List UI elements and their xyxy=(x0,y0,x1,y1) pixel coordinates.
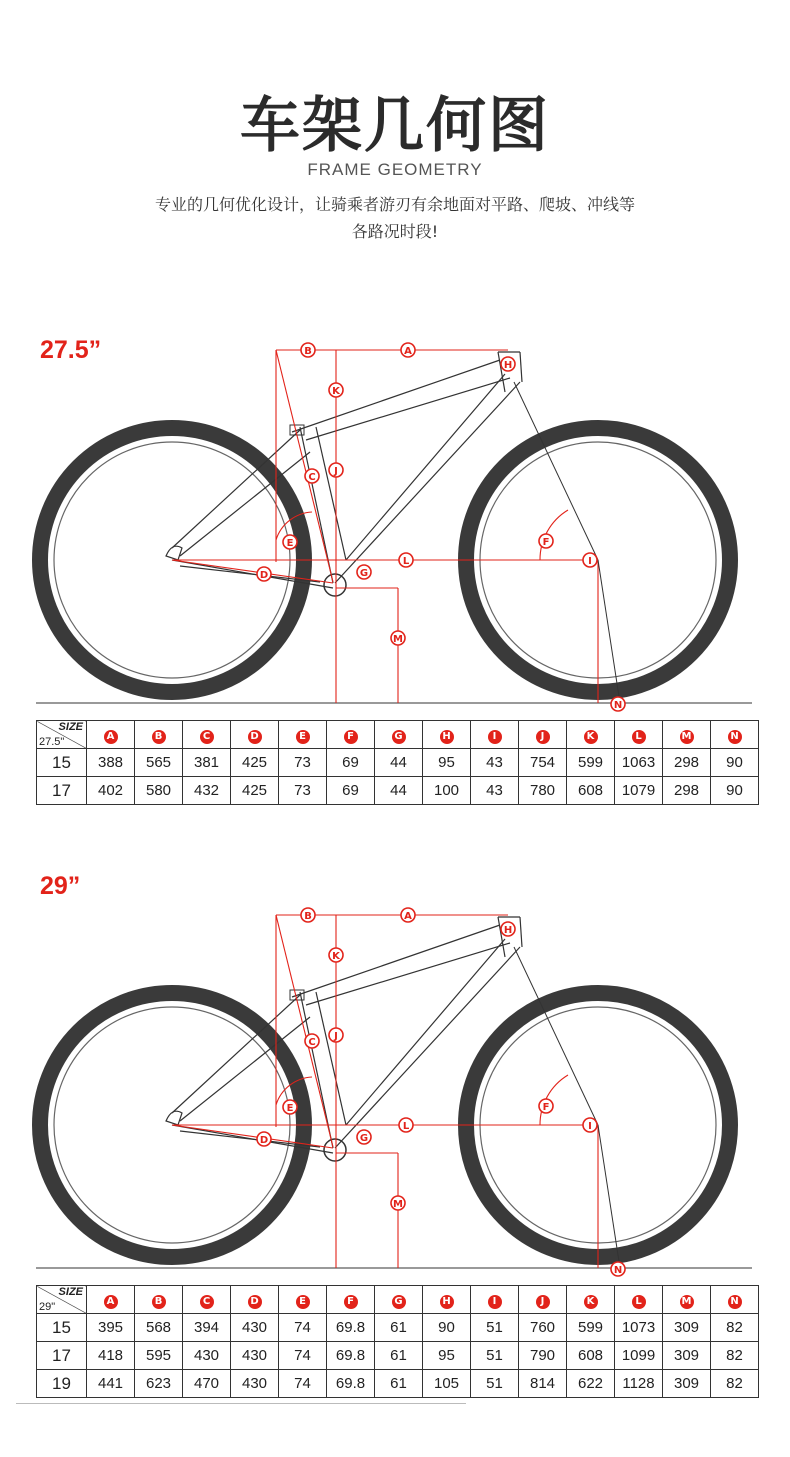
column-header-c xyxy=(183,721,231,749)
wheel-size-label-27-5: 27.5” xyxy=(40,336,102,364)
frame-tube xyxy=(316,992,346,1125)
value-cell-l: 1128 xyxy=(615,1370,663,1398)
marker-letter: N xyxy=(613,1265,623,1276)
value-cell-i: 43 xyxy=(471,749,519,777)
value-cell-d: 425 xyxy=(231,777,279,805)
marker-letter: F xyxy=(542,537,550,548)
column-header-a xyxy=(87,721,135,749)
dimension-marker-l xyxy=(399,553,413,567)
trail-line xyxy=(598,1125,620,1268)
dimension-marker-f xyxy=(539,534,553,548)
marker-letter: K xyxy=(332,386,340,397)
column-header-a xyxy=(87,1286,135,1314)
page-description xyxy=(100,191,690,245)
column-header-k xyxy=(567,721,615,749)
value-cell-b: 595 xyxy=(135,1342,183,1370)
dimension-badge: A xyxy=(104,730,118,744)
value-cell-l: 1099 xyxy=(615,1342,663,1370)
corner-size-label: SIZE xyxy=(58,721,83,733)
dimension-marker-i xyxy=(583,553,597,567)
value-cell-c: 394 xyxy=(183,1314,231,1342)
value-cell-l: 1079 xyxy=(615,777,663,805)
bottom-bracket xyxy=(324,574,346,596)
frame-geometry-diagram-29 xyxy=(0,895,790,1285)
value-cell-g: 44 xyxy=(375,777,423,805)
value-cell-j: 780 xyxy=(519,777,567,805)
dimension-badge: N xyxy=(728,1295,742,1309)
table-row xyxy=(37,1342,759,1370)
page-title: 车架几何图 xyxy=(240,91,550,161)
dimension-badge: F xyxy=(344,1295,358,1309)
table-row xyxy=(37,749,759,777)
dimension-marker-k xyxy=(329,948,343,962)
value-cell-d: 425 xyxy=(231,749,279,777)
geometry-table-27-5 xyxy=(36,720,759,805)
marker-letter: M xyxy=(393,1199,403,1210)
value-cell-a: 388 xyxy=(87,749,135,777)
value-cell-a: 418 xyxy=(87,1342,135,1370)
value-cell-f: 69 xyxy=(327,749,375,777)
marker-letter: B xyxy=(304,346,312,357)
value-cell-k: 599 xyxy=(567,749,615,777)
column-header-i xyxy=(471,1286,519,1314)
size-corner-cell xyxy=(37,721,87,749)
value-cell-e: 74 xyxy=(279,1342,327,1370)
column-header-g xyxy=(375,1286,423,1314)
column-header-i xyxy=(471,721,519,749)
dimension-marker-d xyxy=(257,1132,271,1146)
value-cell-f: 69 xyxy=(327,777,375,805)
dimension-badge: L xyxy=(632,730,646,744)
value-cell-a: 395 xyxy=(87,1314,135,1342)
table-row xyxy=(37,1314,759,1342)
marker-letter: K xyxy=(332,951,340,962)
dimension-badge: G xyxy=(392,1295,406,1309)
dimension-marker-a xyxy=(401,343,415,357)
frame-tube xyxy=(346,374,505,560)
marker-letter: D xyxy=(259,1135,269,1146)
dimension-marker-b xyxy=(301,908,315,922)
page-subtitle: FRAME GEOMETRY xyxy=(307,160,483,179)
value-cell-j: 814 xyxy=(519,1370,567,1398)
dimension-badge: C xyxy=(200,1295,214,1309)
description-line-2: 各路况时段! xyxy=(351,222,439,241)
value-cell-b: 623 xyxy=(135,1370,183,1398)
table-row xyxy=(37,1370,759,1398)
table-row xyxy=(37,777,759,805)
marker-letter: A xyxy=(404,346,412,357)
dimension-marker-n xyxy=(611,1262,625,1276)
value-cell-b: 580 xyxy=(135,777,183,805)
value-cell-h: 100 xyxy=(423,777,471,805)
column-header-n xyxy=(711,721,759,749)
dimension-badge: K xyxy=(584,1295,598,1309)
dimension-marker-c xyxy=(305,469,319,483)
dimension-marker-j xyxy=(329,1028,343,1042)
dimension-marker-a xyxy=(401,908,415,922)
column-header-l xyxy=(615,721,663,749)
marker-letter: C xyxy=(308,472,316,483)
value-cell-k: 622 xyxy=(567,1370,615,1398)
dimension-marker-m xyxy=(391,1196,405,1210)
value-cell-e: 73 xyxy=(279,777,327,805)
dimension-marker-e xyxy=(283,1100,297,1114)
marker-letter: G xyxy=(359,568,369,579)
dimension-marker-d xyxy=(257,567,271,581)
marker-letter: F xyxy=(542,1102,550,1113)
dimension-badge: K xyxy=(584,730,598,744)
dimension-badge: J xyxy=(536,730,550,744)
bottom-divider xyxy=(16,1403,466,1404)
value-cell-g: 44 xyxy=(375,749,423,777)
fork-line xyxy=(514,947,598,1125)
marker-letter: J xyxy=(334,1031,338,1042)
rear-dropout xyxy=(166,546,182,560)
dimension-badge: I xyxy=(488,1295,502,1309)
dimension-badge: I xyxy=(488,730,502,744)
bottom-bracket xyxy=(324,1139,346,1161)
value-cell-c: 430 xyxy=(183,1342,231,1370)
marker-letter: A xyxy=(404,911,412,922)
value-cell-a: 402 xyxy=(87,777,135,805)
value-cell-m: 309 xyxy=(663,1370,711,1398)
value-cell-n: 90 xyxy=(711,749,759,777)
dimension-badge: N xyxy=(728,730,742,744)
marker-letter: I xyxy=(588,1121,592,1132)
value-cell-h: 90 xyxy=(423,1314,471,1342)
dimension-marker-b xyxy=(301,343,315,357)
description-line-1: 专业的几何优化设计，让骑乘者游刃有余地面对平路、爬坡、冲线等 xyxy=(154,195,635,214)
value-cell-e: 74 xyxy=(279,1370,327,1398)
value-cell-g: 61 xyxy=(375,1314,423,1342)
dimension-badge: D xyxy=(248,730,262,744)
value-cell-c: 470 xyxy=(183,1370,231,1398)
marker-letter: N xyxy=(613,700,623,711)
dimension-marker-m xyxy=(391,631,405,645)
dimension-marker-n xyxy=(611,697,625,711)
marker-letter: H xyxy=(503,925,513,936)
column-header-f xyxy=(327,1286,375,1314)
dimension-badge: C xyxy=(200,730,214,744)
value-cell-g: 61 xyxy=(375,1342,423,1370)
column-header-e xyxy=(279,721,327,749)
value-cell-n: 82 xyxy=(711,1342,759,1370)
dimension-badge: B xyxy=(152,730,166,744)
value-cell-n: 82 xyxy=(711,1370,759,1398)
dimension-marker-j xyxy=(329,463,343,477)
value-cell-d: 430 xyxy=(231,1314,279,1342)
dimension-marker-c xyxy=(305,1034,319,1048)
column-header-d xyxy=(231,1286,279,1314)
frame-geometry-diagram-27-5 xyxy=(0,330,790,720)
value-cell-k: 608 xyxy=(567,777,615,805)
dimension-marker-k xyxy=(329,383,343,397)
column-header-g xyxy=(375,721,423,749)
dimension-badge: E xyxy=(296,1295,310,1309)
value-cell-c: 381 xyxy=(183,749,231,777)
value-cell-d: 430 xyxy=(231,1370,279,1398)
value-cell-m: 309 xyxy=(663,1314,711,1342)
column-header-c xyxy=(183,1286,231,1314)
value-cell-e: 74 xyxy=(279,1314,327,1342)
fork-line xyxy=(514,382,598,560)
geometry-table-29 xyxy=(36,1285,759,1398)
marker-letter: L xyxy=(402,1121,410,1132)
column-header-d xyxy=(231,721,279,749)
dimension-marker-g xyxy=(357,565,371,579)
value-cell-e: 73 xyxy=(279,749,327,777)
value-cell-m: 298 xyxy=(663,777,711,805)
column-header-b xyxy=(135,1286,183,1314)
marker-letter: C xyxy=(308,1037,316,1048)
value-cell-h: 95 xyxy=(423,749,471,777)
frame-size-cell: 17 xyxy=(37,1342,87,1370)
value-cell-j: 754 xyxy=(519,749,567,777)
frame-tube xyxy=(316,427,346,560)
wheel-size-label-29: 29” xyxy=(40,872,81,900)
dimension-badge: H xyxy=(440,730,454,744)
value-cell-b: 565 xyxy=(135,749,183,777)
column-header-n xyxy=(711,1286,759,1314)
marker-letter: G xyxy=(359,1133,369,1144)
corner-size-label: SIZE xyxy=(58,1286,83,1298)
dimension-marker-i xyxy=(583,1118,597,1132)
marker-letter: B xyxy=(304,911,312,922)
frame-tube xyxy=(346,939,505,1125)
value-cell-i: 51 xyxy=(471,1370,519,1398)
marker-letter: H xyxy=(503,360,513,371)
column-header-e xyxy=(279,1286,327,1314)
frame-size-cell: 19 xyxy=(37,1370,87,1398)
dimension-badge: B xyxy=(152,1295,166,1309)
dimension-badge: E xyxy=(296,730,310,744)
trail-line xyxy=(598,560,620,703)
size-corner-cell xyxy=(37,1286,87,1314)
column-header-j xyxy=(519,1286,567,1314)
marker-letter: L xyxy=(402,556,410,567)
corner-wheel-label: 29" xyxy=(39,1301,56,1313)
frame-size-cell: 15 xyxy=(37,1314,87,1342)
value-cell-d: 430 xyxy=(231,1342,279,1370)
value-cell-j: 790 xyxy=(519,1342,567,1370)
marker-letter: E xyxy=(286,538,294,549)
corner-wheel-label: 27.5" xyxy=(39,736,65,748)
rear-dropout xyxy=(166,1111,182,1125)
value-cell-l: 1073 xyxy=(615,1314,663,1342)
dimension-badge: J xyxy=(536,1295,550,1309)
frame-tube xyxy=(520,352,522,382)
column-header-f xyxy=(327,721,375,749)
frame-size-cell: 17 xyxy=(37,777,87,805)
value-cell-m: 309 xyxy=(663,1342,711,1370)
marker-letter: E xyxy=(286,1103,294,1114)
marker-letter: D xyxy=(259,570,269,581)
value-cell-k: 599 xyxy=(567,1314,615,1342)
column-header-k xyxy=(567,1286,615,1314)
dimension-marker-g xyxy=(357,1130,371,1144)
value-cell-i: 43 xyxy=(471,777,519,805)
dimension-marker-h xyxy=(501,922,515,936)
value-cell-f: 69.8 xyxy=(327,1314,375,1342)
dimension-badge: A xyxy=(104,1295,118,1309)
dimension-badge: M xyxy=(680,1295,694,1309)
dimension-badge: M xyxy=(680,730,694,744)
value-cell-g: 61 xyxy=(375,1370,423,1398)
frame-tube xyxy=(520,917,522,947)
column-header-m xyxy=(663,1286,711,1314)
value-cell-h: 95 xyxy=(423,1342,471,1370)
frame-tube xyxy=(292,925,500,997)
value-cell-j: 760 xyxy=(519,1314,567,1342)
column-header-l xyxy=(615,1286,663,1314)
value-cell-m: 298 xyxy=(663,749,711,777)
value-cell-l: 1063 xyxy=(615,749,663,777)
dimension-badge: F xyxy=(344,730,358,744)
dimension-badge: L xyxy=(632,1295,646,1309)
value-cell-n: 82 xyxy=(711,1314,759,1342)
marker-letter: M xyxy=(393,634,403,645)
value-cell-b: 568 xyxy=(135,1314,183,1342)
frame-size-cell: 15 xyxy=(37,749,87,777)
value-cell-i: 51 xyxy=(471,1342,519,1370)
column-header-b xyxy=(135,721,183,749)
marker-letter: J xyxy=(334,466,338,477)
dimension-marker-h xyxy=(501,357,515,371)
column-header-m xyxy=(663,721,711,749)
marker-letter: I xyxy=(588,556,592,567)
column-header-j xyxy=(519,721,567,749)
value-cell-n: 90 xyxy=(711,777,759,805)
dimension-marker-f xyxy=(539,1099,553,1113)
value-cell-h: 105 xyxy=(423,1370,471,1398)
dimension-marker-e xyxy=(283,535,297,549)
value-cell-i: 51 xyxy=(471,1314,519,1342)
column-header-h xyxy=(423,721,471,749)
dimension-badge: G xyxy=(392,730,406,744)
frame-tube xyxy=(292,360,500,432)
value-cell-f: 69.8 xyxy=(327,1342,375,1370)
value-cell-f: 69.8 xyxy=(327,1370,375,1398)
value-cell-k: 608 xyxy=(567,1342,615,1370)
column-header-h xyxy=(423,1286,471,1314)
dimension-badge: D xyxy=(248,1295,262,1309)
value-cell-c: 432 xyxy=(183,777,231,805)
dimension-marker-l xyxy=(399,1118,413,1132)
dimension-badge: H xyxy=(440,1295,454,1309)
value-cell-a: 441 xyxy=(87,1370,135,1398)
